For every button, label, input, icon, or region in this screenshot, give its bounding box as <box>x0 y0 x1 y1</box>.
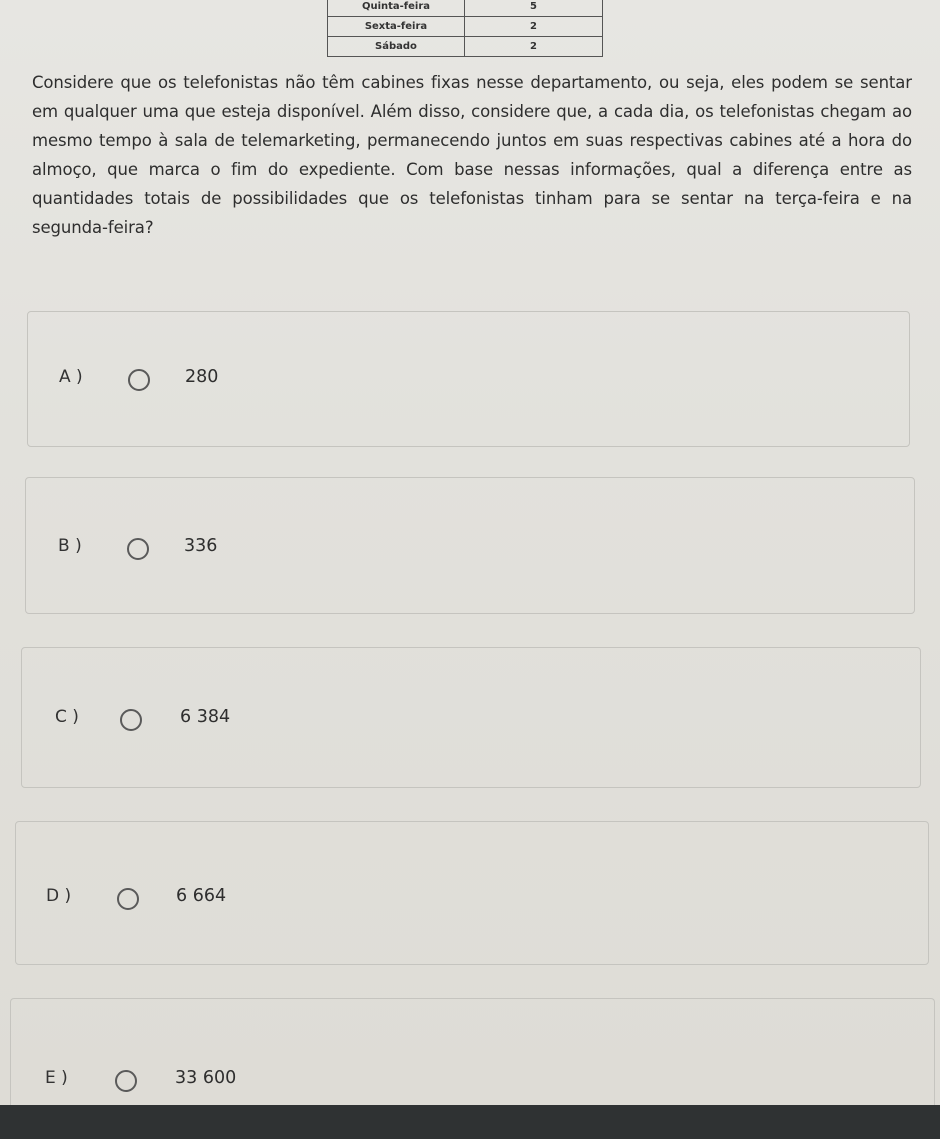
option-c[interactable] <box>21 647 921 788</box>
option-d[interactable] <box>15 821 929 965</box>
days-table <box>327 0 603 57</box>
table-cell-day: Quinta-feira <box>328 0 465 17</box>
table-row <box>328 17 603 37</box>
option-letter: D ) <box>46 886 72 906</box>
bottom-bar <box>0 1105 940 1139</box>
option-letter: A ) <box>59 367 83 387</box>
radio-button-icon[interactable] <box>128 369 150 391</box>
table-cell-value: 2 <box>465 17 603 37</box>
option-value: 280 <box>185 367 219 387</box>
option-value: 33 600 <box>175 1068 237 1088</box>
table-cell-day: Sexta-feira <box>328 17 465 37</box>
question-text: Considere que os telefonistas não têm cabines fixas nesse departamento, ou seja, eles podem se sentar em qualquer uma que esteja disponível. Além disso, considere que, a cada dia, os telefonistas chegam ao mesmo tempo à sala de telemarketing, permanecendo juntos em suas respectivas cabines até a hora do almoço, que marca o fim do expediente. Com base nessas informações, qual a diferença entre as quantidades totais de possibilidades que os telefonistas tinham para se sentar na terça-feira e na segunda-feira? <box>32 73 912 237</box>
table-cell-day: Sábado <box>328 37 465 57</box>
option-value: 6 384 <box>180 707 231 727</box>
option-letter: E ) <box>45 1068 68 1088</box>
option-value: 336 <box>184 536 218 556</box>
option-a[interactable] <box>27 311 910 447</box>
radio-button-icon[interactable] <box>127 538 149 560</box>
table-cell-value: 2 <box>465 37 603 57</box>
option-b[interactable] <box>25 477 915 614</box>
table-row <box>328 37 603 57</box>
option-letter: B ) <box>58 536 82 556</box>
table-row <box>328 0 603 17</box>
radio-button-icon[interactable] <box>120 709 142 731</box>
radio-button-icon[interactable] <box>117 888 139 910</box>
table-cell-value: 5 <box>465 0 603 17</box>
option-value: 6 664 <box>176 886 227 906</box>
radio-button-icon[interactable] <box>115 1070 137 1092</box>
option-letter: C ) <box>55 707 79 727</box>
